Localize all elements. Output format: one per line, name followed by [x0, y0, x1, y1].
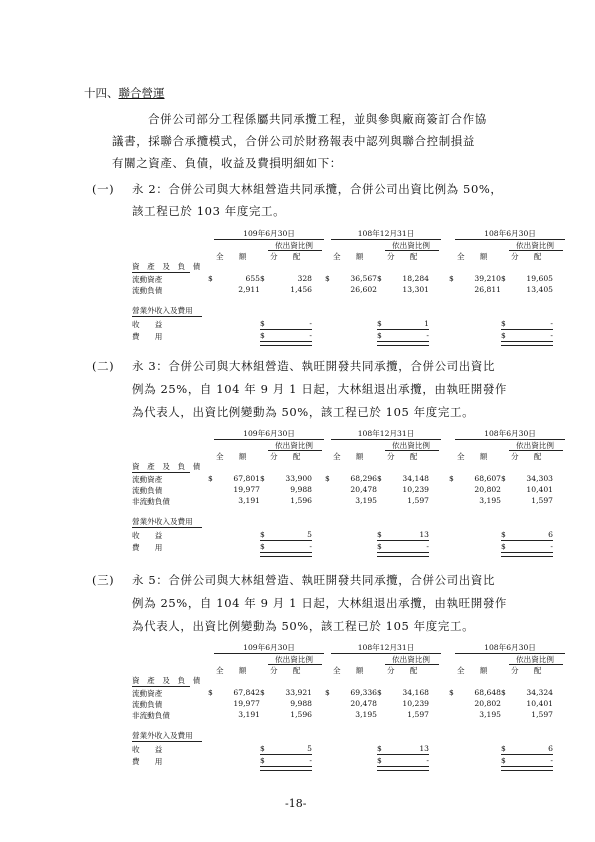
currency-symbol: $ [449, 474, 454, 483]
row-label: 費 用 [132, 332, 163, 341]
table-cell-value: 34,168 [402, 688, 429, 697]
subsection-1-line-1: 永 2：合併公司與大林組營造共同承攬，合併公司出資比例為 50%， [132, 182, 503, 196]
table-cell-value: 3,195 [355, 496, 377, 505]
period-header: 108年12月31日 [357, 229, 415, 238]
currency-symbol: $ [449, 274, 454, 283]
currency-symbol: $ [377, 756, 382, 765]
currency-symbol: $ [377, 530, 382, 539]
table-cell-value: 5 [307, 530, 312, 539]
period-header: 108年12月31日 [357, 643, 415, 652]
group-label-underline [132, 472, 190, 473]
table-cell-value: 26,811 [474, 285, 501, 294]
intro-line-1: 合併公司部分工程係屬共同承攬工程，並與參與廠商簽訂合作協 [148, 112, 487, 126]
row-label: 非流動負債 [132, 711, 170, 720]
value-rule [377, 341, 429, 346]
table-cell-value: 13 [419, 744, 429, 753]
value-rule [377, 540, 429, 541]
currency-symbol: $ [449, 688, 454, 697]
intro-line-3: 有關之資產、負債，收益及費損明細如下： [112, 156, 342, 170]
currency-symbol: $ [260, 331, 265, 340]
currency-symbol: $ [377, 274, 382, 283]
row-label: 收 益 [132, 531, 163, 540]
subsection-3-label: (三) [92, 573, 115, 587]
table-cell-value: 33,900 [285, 474, 312, 483]
col-total-label: 全 額 [457, 452, 488, 461]
group-label-assets-liabilities: 資 產 及 負 債 [132, 262, 201, 271]
table-cell-value: 1,596 [290, 710, 312, 719]
col-total-label: 全 額 [216, 252, 247, 261]
row-label: 流動資產 [132, 275, 163, 284]
share-header: 依出資比例 [275, 655, 313, 664]
share-header: 依出資比例 [516, 655, 554, 664]
value-rule [260, 552, 312, 557]
col-total-label: 全 額 [216, 452, 247, 461]
share-header: 依出資比例 [275, 241, 313, 250]
section-heading [84, 85, 165, 101]
row-label: 費 用 [132, 757, 163, 766]
table-cell-value: 2,911 [238, 285, 260, 294]
table-cell-value: 328 [297, 274, 312, 283]
currency-symbol: $ [377, 331, 382, 340]
table-cell-value: 1,597 [407, 496, 429, 505]
row-label: 流動負債 [132, 700, 163, 709]
share-header: 依出資比例 [392, 441, 430, 450]
table-cell-value: - [309, 756, 312, 765]
subsection-1-line-2: 該工程已於 103 年度完工。 [132, 204, 286, 218]
table-cell-value: 68,648 [474, 688, 501, 697]
share-header: 依出資比例 [392, 241, 430, 250]
group-label-assets-liabilities: 資 產 及 負 債 [132, 676, 201, 685]
row-label: 流動資產 [132, 475, 163, 484]
currency-symbol: $ [377, 744, 382, 753]
table-cell-value: - [426, 756, 429, 765]
value-rule [377, 766, 429, 771]
table-cell-value: 67,801 [233, 474, 260, 483]
table-cell-value: 36,567 [350, 274, 377, 283]
group-label-nonoperating: 營業外收入及費用 [132, 306, 193, 315]
value-rule [377, 552, 429, 557]
col-share-label: 分 配 [387, 452, 418, 461]
currency-symbol: $ [501, 756, 506, 765]
table-cell-value: 3,195 [355, 710, 377, 719]
currency-symbol: $ [260, 274, 265, 283]
table-cell-value: 26,602 [350, 285, 377, 294]
row-label: 費 用 [132, 543, 163, 552]
col-total-label: 全 額 [457, 666, 488, 675]
col-share-label: 分 配 [511, 252, 542, 261]
subsection-2-line-1: 永 3：合併公司與大林組營造、執旺開發共同承攬，合併公司出資比 [132, 359, 496, 373]
table-cell-value: 655 [245, 274, 260, 283]
currency-symbol: $ [260, 744, 265, 753]
table-cell-value: 34,324 [526, 688, 553, 697]
share-header: 依出資比例 [516, 241, 554, 250]
table-cell-value: 69,336 [350, 688, 377, 697]
currency-symbol: $ [260, 474, 265, 483]
col-share-label: 分 配 [511, 452, 542, 461]
subsection-2-line-3: 為代表人，出資比例變動為 50%，該工程已於 105 年度完工。 [132, 405, 475, 419]
period-header: 109年6月30日 [243, 429, 295, 438]
table-cell-value: 3,191 [238, 710, 260, 719]
section-title: 聯合營運 [118, 86, 165, 100]
group-label-underline [132, 272, 190, 273]
subsection-1-label: (一) [92, 182, 115, 196]
currency-symbol: $ [260, 542, 265, 551]
value-rule [501, 552, 553, 557]
table-cell-value: 3,195 [479, 710, 501, 719]
value-rule [377, 329, 429, 330]
table-cell-value: 18,284 [402, 274, 429, 283]
col-total-label: 全 額 [457, 252, 488, 261]
table-cell-value: 20,802 [474, 699, 501, 708]
table-cell-value: 10,239 [402, 485, 429, 494]
table-cell-value: 13,405 [526, 285, 553, 294]
subsection-2-line-2: 例為 25%，自 104 年 9 月 1 日起，大林組退出承攬，由執旺開發作 [132, 382, 508, 396]
currency-symbol: $ [501, 530, 506, 539]
period-header: 109年6月30日 [243, 229, 295, 238]
subsection-3-line-2: 例為 25%，自 104 年 9 月 1 日起，大林組退出承攬，由執旺開發作 [132, 596, 508, 610]
table-cell-value: 1,597 [531, 710, 553, 719]
currency-symbol: $ [260, 688, 265, 697]
period-header: 108年6月30日 [484, 429, 536, 438]
group-label-underline [132, 686, 190, 687]
currency-symbol: $ [325, 474, 330, 483]
period-header: 109年6月30日 [243, 643, 295, 652]
value-rule [260, 766, 312, 771]
table-cell-value: 68,296 [350, 474, 377, 483]
table-cell-value: - [309, 319, 312, 328]
table-cell-value: 20,478 [350, 485, 377, 494]
currency-symbol: $ [208, 474, 213, 483]
row-label: 收 益 [132, 745, 163, 754]
group-label-underline [132, 316, 202, 317]
value-rule [260, 329, 312, 330]
group-label-underline [132, 741, 202, 742]
period-header: 108年6月30日 [484, 229, 536, 238]
col-total-label: 全 額 [333, 666, 364, 675]
col-total-label: 全 額 [333, 452, 364, 461]
table-cell-value: 13 [419, 530, 429, 539]
table-cell-value: 1,596 [290, 496, 312, 505]
currency-symbol: $ [501, 319, 506, 328]
intro-line-2: 議書，採聯合承攬模式，合併公司於財務報表中認列與聯合控制損益 [112, 134, 475, 148]
table-cell-value: 20,478 [350, 699, 377, 708]
table-cell-value: 1,597 [531, 496, 553, 505]
currency-symbol: $ [377, 474, 382, 483]
table-cell-value: 39,210 [474, 274, 501, 283]
group-label-nonoperating: 營業外收入及費用 [132, 731, 193, 740]
col-total-label: 全 額 [333, 252, 364, 261]
currency-symbol: $ [501, 331, 506, 340]
currency-symbol: $ [260, 756, 265, 765]
table-cell-value: 10,401 [526, 485, 553, 494]
value-rule [501, 754, 553, 755]
table-cell-value: 1 [424, 319, 429, 328]
share-header: 依出資比例 [275, 441, 313, 450]
group-label-underline [132, 527, 202, 528]
page-number: -18- [285, 797, 307, 810]
currency-symbol: $ [208, 688, 213, 697]
subsection-3-line-1: 永 5：合併公司與大林組營造、執旺開發共同承攬，合併公司出資比 [132, 573, 496, 587]
currency-symbol: $ [325, 688, 330, 697]
currency-symbol: $ [377, 688, 382, 697]
value-rule [501, 341, 553, 346]
table-cell-value: - [550, 756, 553, 765]
value-rule [260, 754, 312, 755]
currency-symbol: $ [501, 688, 506, 697]
col-share-label: 分 配 [270, 252, 301, 261]
currency-symbol: $ [260, 530, 265, 539]
row-label: 流動負債 [132, 286, 163, 295]
table-cell-value: 34,148 [402, 474, 429, 483]
col-share-label: 分 配 [270, 666, 301, 675]
col-share-label: 分 配 [387, 252, 418, 261]
table-cell-value: - [309, 331, 312, 340]
table-cell-value: - [309, 542, 312, 551]
currency-symbol: $ [501, 542, 506, 551]
value-rule [377, 754, 429, 755]
table-cell-value: 6 [548, 530, 553, 539]
currency-symbol: $ [325, 274, 330, 283]
currency-symbol: $ [208, 274, 213, 283]
table-cell-value: - [550, 542, 553, 551]
col-total-label: 全 額 [216, 666, 247, 675]
value-rule [501, 329, 553, 330]
currency-symbol: $ [377, 319, 382, 328]
share-header: 依出資比例 [516, 441, 554, 450]
row-label: 收 益 [132, 320, 163, 329]
table-cell-value: 33,921 [285, 688, 312, 697]
subsection-2-label: (二) [92, 359, 115, 373]
value-rule [501, 766, 553, 771]
group-label-nonoperating: 營業外收入及費用 [132, 517, 193, 526]
table-cell-value: 67,842 [233, 688, 260, 697]
table-cell-value: 19,977 [233, 699, 260, 708]
table-cell-value: 13,301 [402, 285, 429, 294]
table-cell-value: 1,597 [407, 710, 429, 719]
subsection-3-line-3: 為代表人，出資比例變動為 50%，該工程已於 105 年度完工。 [132, 619, 475, 633]
table-cell-value: 6 [548, 744, 553, 753]
table-cell-value: 10,401 [526, 699, 553, 708]
row-label: 流動負債 [132, 486, 163, 495]
value-rule [260, 341, 312, 346]
period-header: 108年12月31日 [357, 429, 415, 438]
value-rule [501, 540, 553, 541]
table-cell-value: 34,303 [526, 474, 553, 483]
col-share-label: 分 配 [270, 452, 301, 461]
currency-symbol: $ [501, 274, 506, 283]
share-header: 依出資比例 [392, 655, 430, 664]
table-cell-value: 3,191 [238, 496, 260, 505]
table-cell-value: 10,239 [402, 699, 429, 708]
currency-symbol: $ [501, 474, 506, 483]
table-cell-value: - [550, 331, 553, 340]
currency-symbol: $ [377, 542, 382, 551]
table-cell-value: 3,195 [479, 496, 501, 505]
table-cell-value: 19,605 [526, 274, 553, 283]
value-rule [260, 540, 312, 541]
col-share-label: 分 配 [511, 666, 542, 675]
table-cell-value: 5 [307, 744, 312, 753]
table-cell-value: 9,988 [290, 699, 312, 708]
col-share-label: 分 配 [387, 666, 418, 675]
section-number: 十四、 [84, 86, 119, 100]
table-cell-value: 1,456 [290, 285, 312, 294]
table-cell-value: - [550, 319, 553, 328]
table-cell-value: - [426, 331, 429, 340]
row-label: 非流動負債 [132, 497, 170, 506]
table-cell-value: 9,988 [290, 485, 312, 494]
period-header: 108年6月30日 [484, 643, 536, 652]
table-cell-value: - [426, 542, 429, 551]
row-label: 流動資產 [132, 689, 163, 698]
currency-symbol: $ [260, 319, 265, 328]
group-label-assets-liabilities: 資 產 及 負 債 [132, 462, 201, 471]
currency-symbol: $ [501, 744, 506, 753]
table-cell-value: 20,802 [474, 485, 501, 494]
table-cell-value: 19,977 [233, 485, 260, 494]
table-cell-value: 68,607 [474, 474, 501, 483]
